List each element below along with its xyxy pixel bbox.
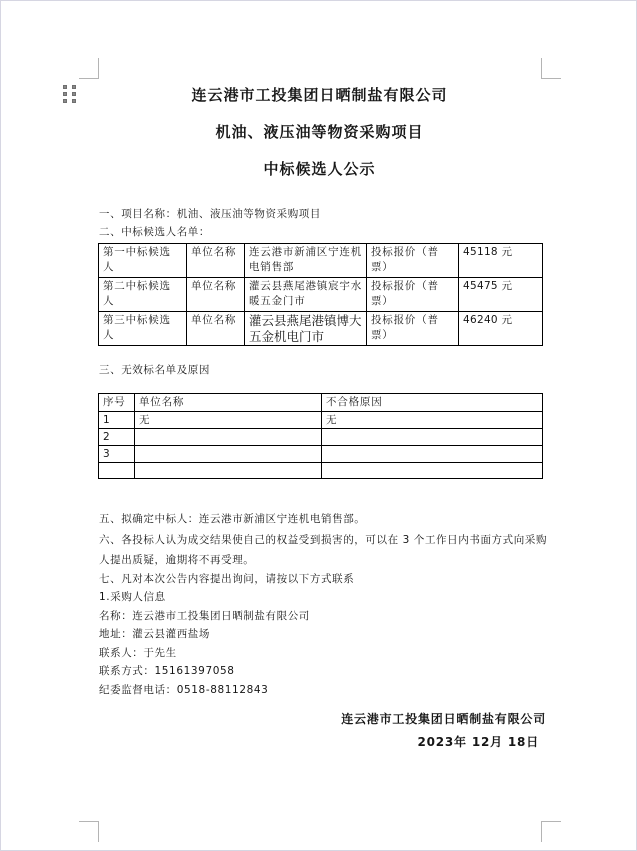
cell-unit-name: 连云港市新浦区宁连机电销售部 [245,244,367,278]
crop-mark-bottom-left-icon [79,821,99,842]
signature-block [98,708,546,754]
cell-unit-name: 灌云县燕尾港镇宸宇水暖五金门市 [245,278,367,312]
purchaser-phone: 联系方式：15161397058 [99,665,235,678]
header-unit: 单位名称 [135,394,322,412]
cell-name-label: 单位名称 [187,278,245,312]
cell-serial: 3 [99,446,135,463]
cell-name-label: 单位名称 [187,312,245,346]
section-invalid-bids-heading: 三、无效标名单及原因 [99,364,210,376]
cell-price-label: 投标报价（普票） [367,312,459,346]
title-company: 连云港市工投集团日晒制盐有限公司 [191,86,448,104]
cell-price: 45118 元 [459,244,543,278]
cell-reason [322,446,543,463]
table-row [99,244,543,278]
cell-unit [135,429,322,446]
cell-rank: 第二中标候选人 [99,278,187,312]
table-row [99,463,543,479]
cell-unit-name: 灌云县燕尾港镇博大五金机电门市 [245,312,367,346]
cell-price: 46240 元 [459,312,543,346]
section-contact-heading: 七、凡对本次公告内容提出询问，请按以下方式联系 [99,573,355,585]
cell-serial [99,463,135,479]
crop-mark-bottom-right-icon [541,821,561,842]
purchaser-info-block [99,588,546,700]
table-row [99,278,543,312]
table-row [99,412,543,429]
cell-unit: 无 [135,412,322,429]
crop-mark-top-left-icon [79,58,99,79]
section-winner: 五、拟确定中标人：连云港市新浦区宁连机电销售部。 [99,513,366,525]
purchaser-supervision: 纪委监督电话：0518-88112843 [99,683,269,696]
cell-unit [135,463,322,479]
cell-reason [322,463,543,479]
header-serial: 序号 [99,394,135,412]
candidates-table [98,243,543,346]
cell-serial: 2 [99,429,135,446]
table-row [99,446,543,463]
cell-serial: 1 [99,412,135,429]
signature-date: 2023年 12月 18日 [417,735,539,749]
cell-reason: 无 [322,412,543,429]
cell-unit [135,446,322,463]
purchaser-intro: 1.采购人信息 [99,591,166,603]
invalid-bids-table [98,393,543,479]
cell-price-label: 投标报价（普票） [367,278,459,312]
purchaser-name: 名称：连云港市工投集团日晒制盐有限公司 [99,609,310,622]
cell-price-label: 投标报价（普票） [367,244,459,278]
cell-rank: 第一中标候选人 [99,244,187,278]
table-row [99,312,543,346]
table-row [99,429,543,446]
document-title-block [1,77,637,188]
title-announcement: 中标候选人公示 [263,160,376,178]
cell-rank: 第三中标候选人 [99,312,187,346]
crop-mark-top-right-icon [541,58,561,79]
cell-price: 45475 元 [459,278,543,312]
table-header-row [99,394,543,412]
title-project: 机油、液压油等物资采购项目 [215,123,424,141]
header-reason: 不合格原因 [322,394,543,412]
cell-name-label: 单位名称 [187,244,245,278]
purchaser-contact: 联系人：于先生 [99,646,177,659]
section-project-name: 一、项目名称：机油、液压油等物资采购项目 [99,208,321,220]
signature-company: 连云港市工投集团日晒制盐有限公司 [341,712,546,726]
purchaser-address: 地址：灌云县灌西盐场 [99,628,210,641]
cell-reason [322,429,543,446]
section-objection: 六、各投标人认为成交结果使自己的权益受到损害的，可以在 3 个工作日内书面方式向采购人提出质疑，逾期将不再受理。 [99,534,548,566]
section-candidate-list-heading: 二、中标候选人名单： [99,226,210,238]
